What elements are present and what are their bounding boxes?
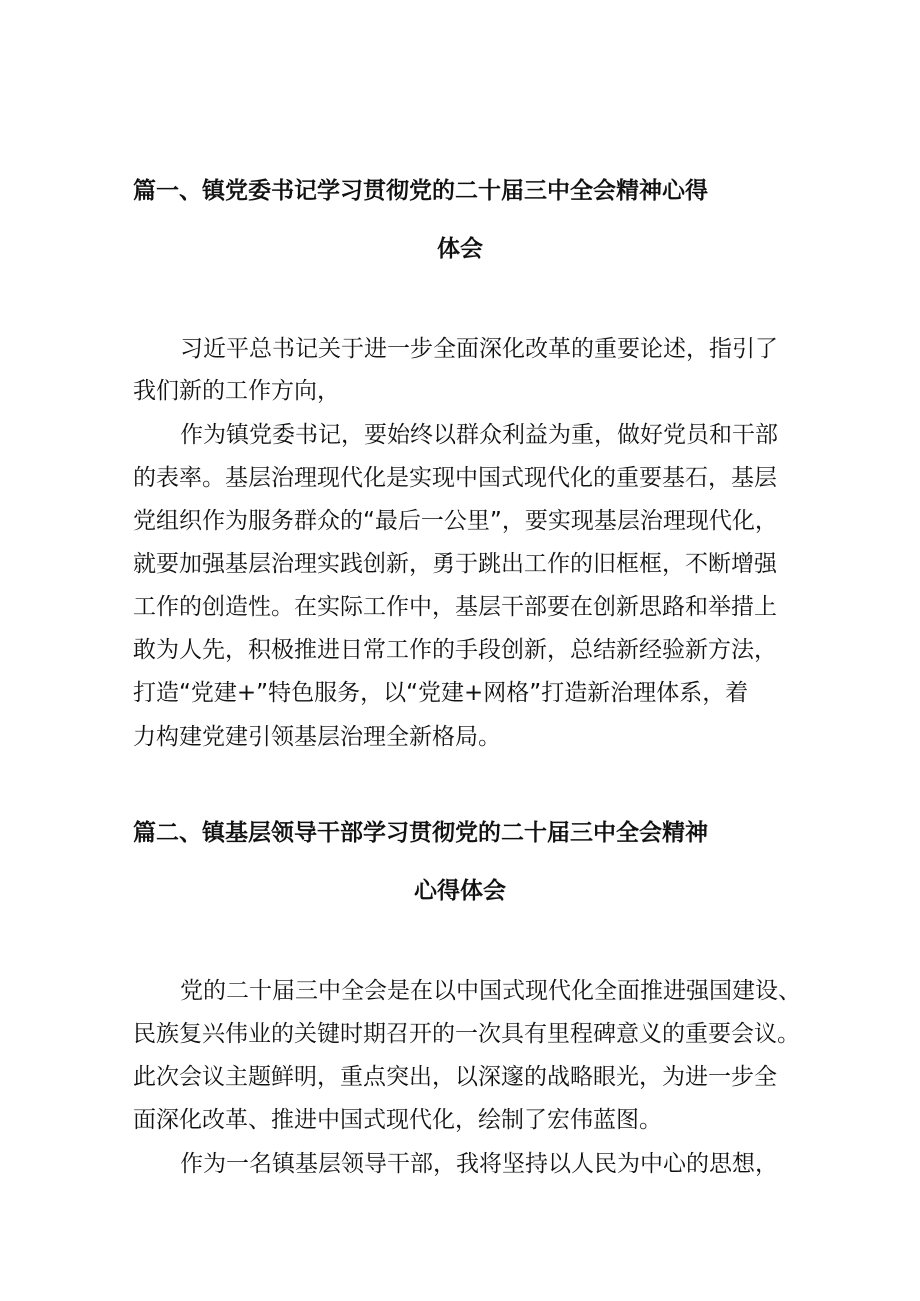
paragraph-line: 的表率。基层治理现代化是实现中国式现代化的重要基石，基层: [133, 465, 777, 491]
paragraph-line: 党的二十届三中全会是在以中国式现代化全面推进强国建设、: [180, 978, 801, 1004]
paragraph-line: 打造“党建+”特色服务，以“党建+网格”打造新治理体系，着: [133, 680, 749, 706]
section-1-heading-cont: 体会: [437, 236, 483, 262]
paragraph-line: 此次会议主题鲜明，重点突出，以深邃的战略眼光，为进一步全: [133, 1064, 777, 1090]
paragraph-line: 面深化改革、推进中国式现代化，绘制了宏伟蓝图。: [133, 1107, 662, 1133]
paragraph-line: 习近平总书记关于进一步全面深化改革的重要论述，指引了: [180, 336, 778, 362]
paragraph-line: 工作的创造性。在实际工作中，基层干部要在创新思路和举措上: [133, 594, 777, 620]
section-2-heading-cont: 心得体会: [414, 878, 506, 904]
paragraph-line: 敢为人先，积极推进日常工作的手段创新，总结新经验新方法，: [133, 637, 777, 663]
paragraph-line: 党组织作为服务群众的“最后一公里”，要实现基层治理现代化，: [133, 508, 778, 534]
paragraph-line: 力构建党建引领基层治理全新格局。: [133, 724, 501, 750]
paragraph-line: 我们新的工作方向，: [133, 378, 340, 404]
paragraph-line: 作为镇党委书记，要始终以群众利益为重，做好党员和干部: [180, 422, 778, 448]
paragraph-line: 就要加强基层治理实践创新，勇于跳出工作的旧框框，不断增强: [133, 551, 777, 577]
paragraph-line: 民族复兴伟业的关键时期召开的一次具有里程碑意义的重要会议。: [133, 1021, 800, 1047]
paragraph-line: 作为一名镇基层领导干部，我将坚持以人民为中心的思想，: [180, 1151, 778, 1177]
section-2-heading: 篇二、镇基层领导干部学习贯彻党的二十届三中全会精神: [133, 820, 708, 846]
section-1-heading: 篇一、镇党委书记学习贯彻党的二十届三中全会精神心得: [133, 178, 708, 204]
